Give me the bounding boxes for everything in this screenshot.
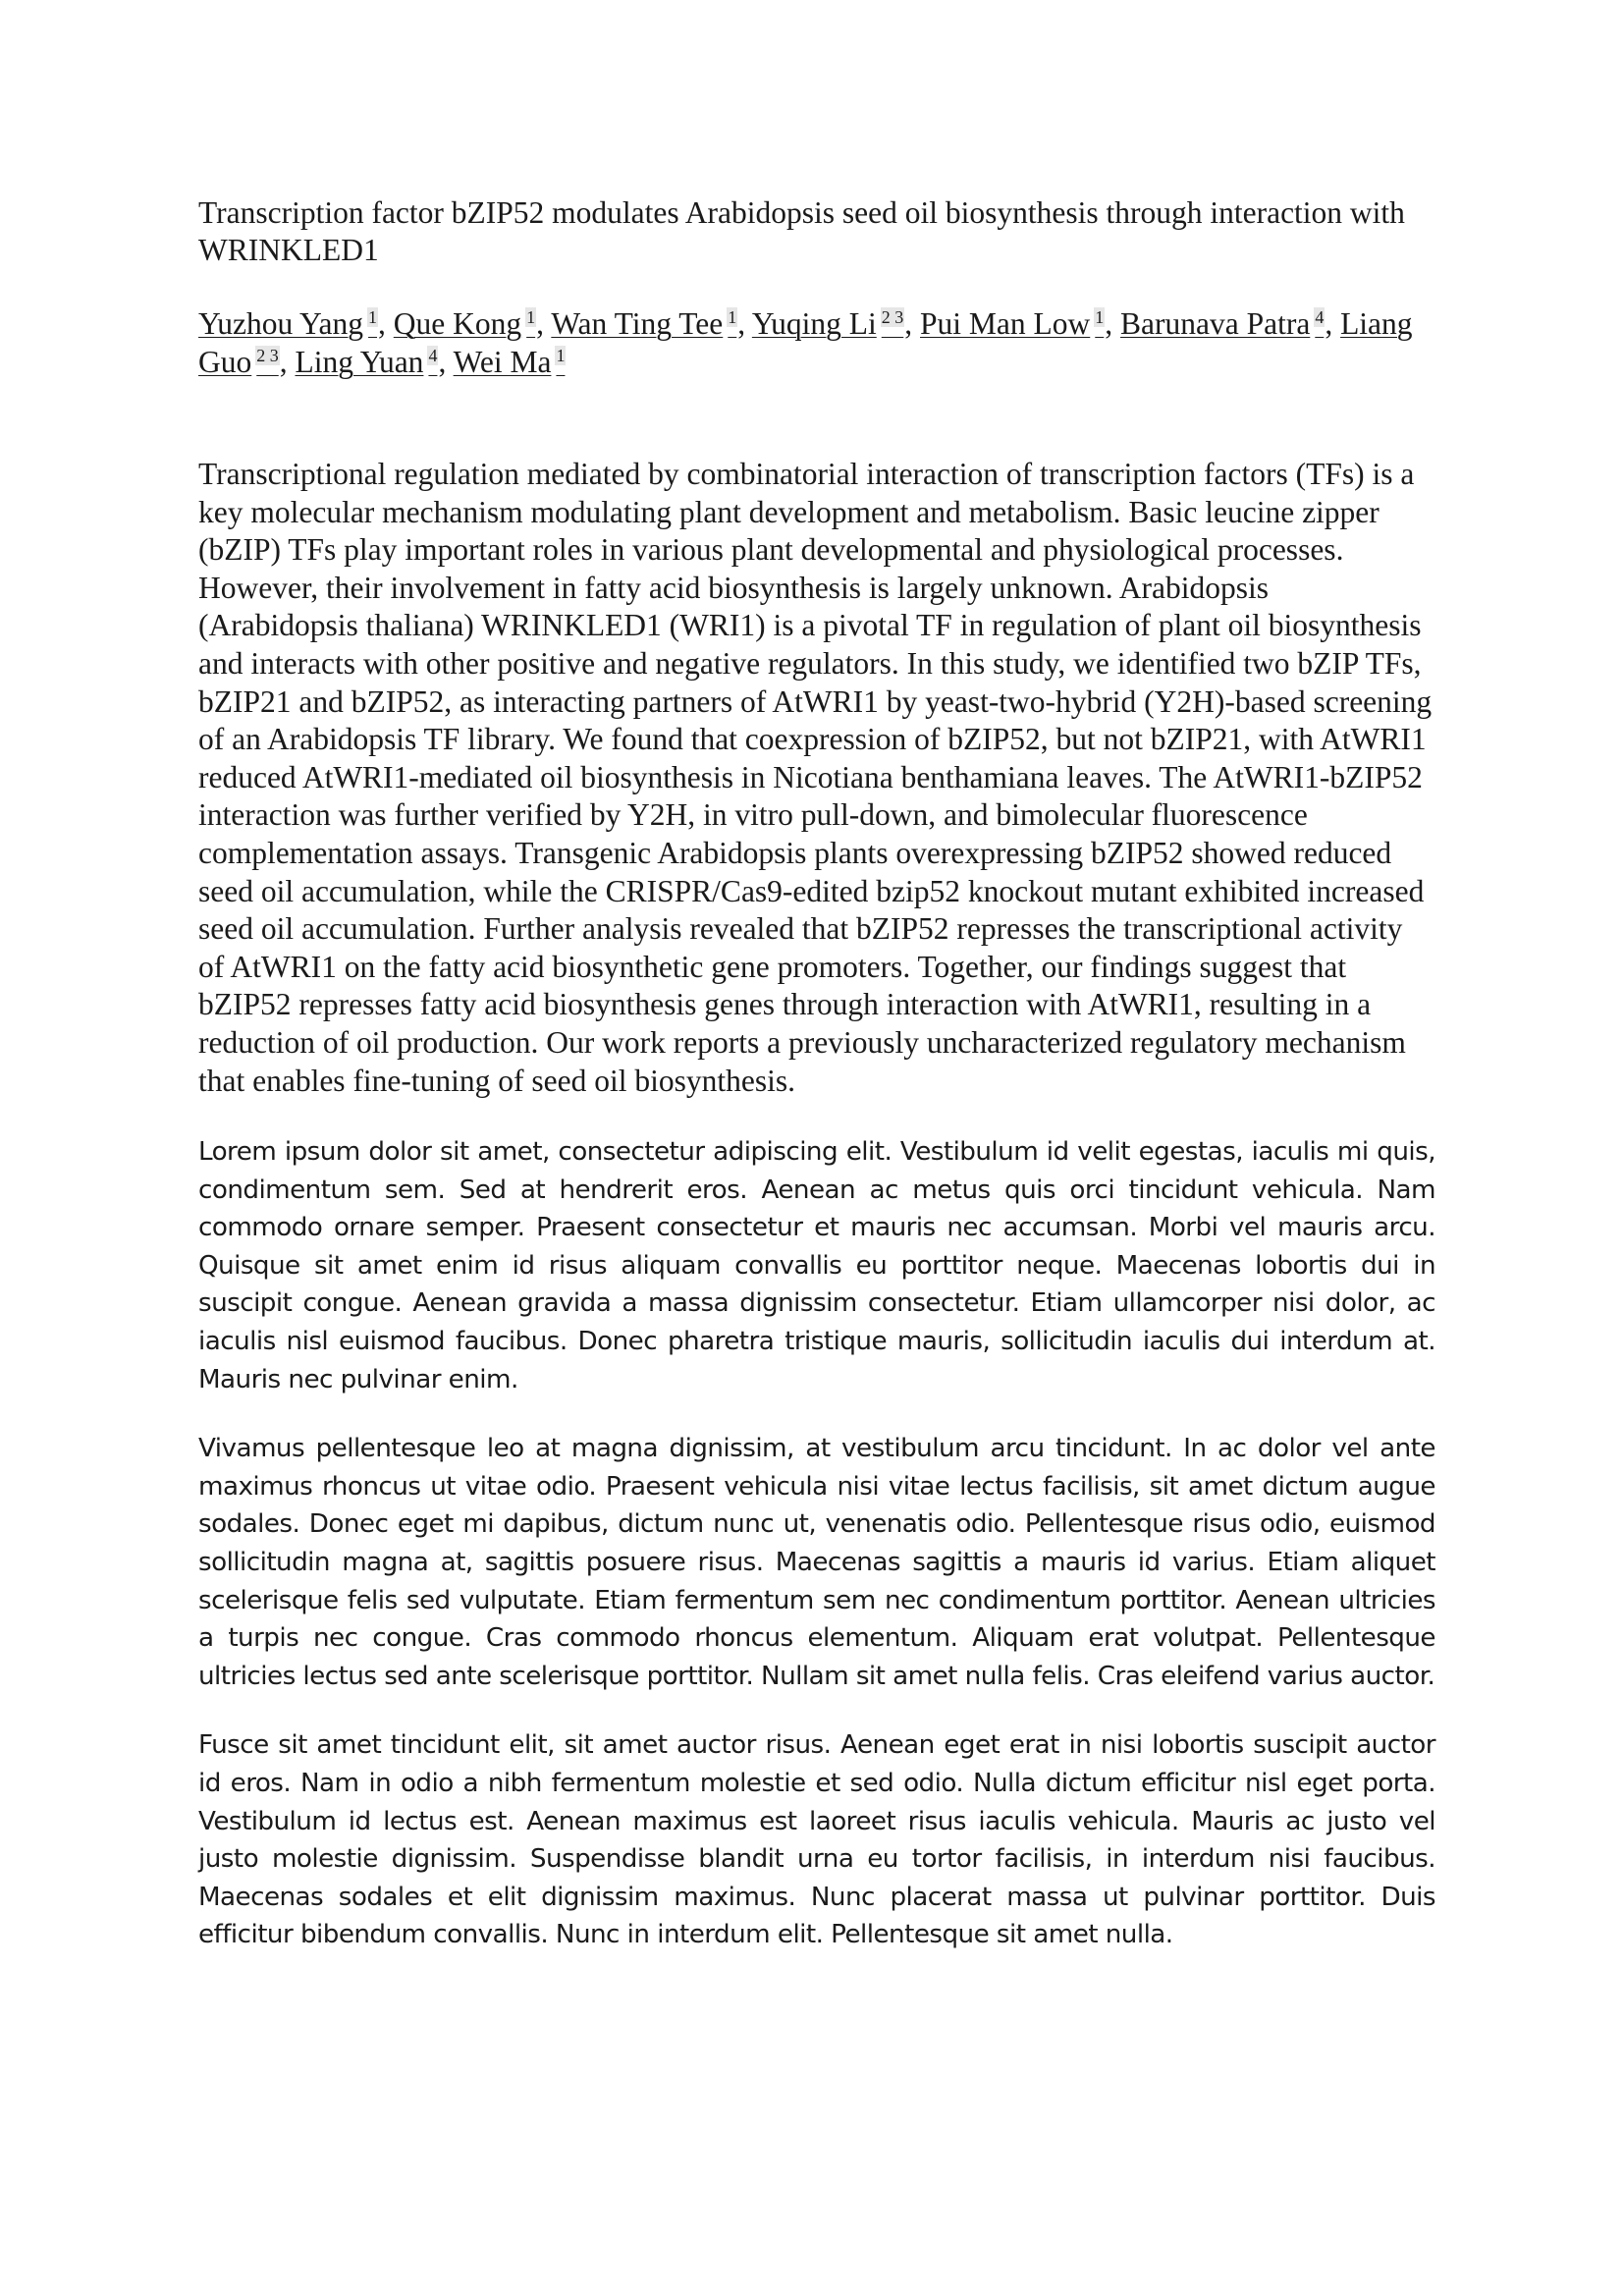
- paper-title: Transcription factor bZIP52 modulates Arabidopsis seed oil biosynthesis through interaction with WRINKLED1: [198, 195, 1405, 267]
- author-link[interactable]: [394, 306, 536, 341]
- body-paragraph-2: Vivamus pellentesque leo at magna dignissim, at vestibulum arcu tincidunt. In ac dolor vel ante maximus rhoncus ut vitae odio. Praesent vehicula nisi vitae lectus facilisis, sit amet dictum augue sodales. Donec eget mi dapibus, dictum nunc ut, venenatis odio. Pellentesque risus odio, euismod sollicitudin magna at, sagittis posuere risus. Maecenas sagittis a mauris id varius. Etiam aliquet scelerisque felis sed vulputate. Etiam fermentum sem nec condimentum porttitor. Aenean ultricies a turpis nec congue. Cras commodo rhoncus elementum. Aliquam erat volutpat. Pellentesque ultricies lectus sed ante scelerisque porttitor. Nullam sit amet nulla felis. Cras eleifend varius auctor.: [198, 1434, 1435, 1691]
- affiliation-marker[interactable]: 1: [1095, 306, 1105, 327]
- affiliation-marker[interactable]: 1: [526, 306, 536, 327]
- author-name: Que Kong: [393, 306, 522, 341]
- author-name: Barunava Patra: [1120, 306, 1311, 341]
- author-name: Wan Ting Tee: [551, 306, 724, 341]
- affiliation-marker[interactable]: 4: [1315, 306, 1325, 327]
- affiliation-marker[interactable]: 1: [728, 306, 737, 327]
- author-entry: [394, 306, 552, 341]
- author-link[interactable]: [454, 345, 567, 379]
- author-name: Ling Yuan: [295, 345, 424, 379]
- abstract-paragraph: Transcriptional regulation mediated by combinatorial interaction of transcription factors (TFs) is a key molecular mechanism modulating plant development and metabolism. Basic leucine zipper (bZIP) TFs play important roles in various plant developmental and physiological processes. However, their involvement in fatty acid biosynthesis is largely unknown. Arabidopsis (Arabidopsis thaliana) WRINKLED1 (WRI1) is a pivotal TF in regulation of plant oil biosynthesis and interacts with other positive and negative regulators. In this study, we identified two bZIP TFs, bZIP21 and bZIP52, as interacting partners of AtWRI1 by yeast-two-hybrid (Y2H)-based screening of an Arabidopsis TF library. We found that coexpression of bZIP52, but not bZIP21, with AtWRI1 reduced AtWRI1-mediated oil biosynthesis in Nicotiana benthamiana leaves. The AtWRI1-bZIP52 interaction was further verified by Y2H, in vitro pull-down, and bimolecular fluorescence complementation assays. Transgenic Arabidopsis plants overexpressing bZIP52 showed reduced seed oil accumulation, while the CRISPR/Cas9-edited bzip52 knockout mutant exhibited increased seed oil accumulation. Further analysis revealed that bZIP52 represses the transcriptional activity of AtWRI1 on the fatty acid biosynthetic gene promoters. Together, our findings suggest that bZIP52 represses fatty acid biosynthesis genes through interaction with AtWRI1, resulting in a reduction of oil production. Our work reports a previously uncharacterized regulatory mechanism that enables fine-tuning of seed oil biosynthesis.: [198, 457, 1433, 1098]
- body-paragraph-1: Lorem ipsum dolor sit amet, consectetur adipiscing elit. Vestibulum id velit egestas, iaculis mi quis, condimentum sem. Sed at hendrerit eros. Aenean ac metus quis orci tincidunt vehicula. Nam commodo ornare semper. Praesent consectetur et mauris nec accumsan. Morbi vel mauris arcu. Quisque sit amet enim id risus aliquam convallis eu porttitor neque. Maecenas lobortis dui in suscipit congue. Aenean gravida a massa dignissim consectetur. Etiam ullamcorper nisi dolor, ac iaculis nisl euismod faucibus. Donec pharetra tristique mauris, sollicitudin iaculis dui interdum at. Mauris nec pulvinar enim.: [198, 1137, 1435, 1394]
- author-name: Pui Man Low: [920, 306, 1091, 341]
- author-separator: ,: [1105, 306, 1121, 341]
- affiliation-marker[interactable]: 2 3: [881, 306, 904, 327]
- document-page: [198, 194, 1435, 1954]
- author-separator: ,: [1325, 306, 1341, 341]
- author-separator: ,: [904, 306, 921, 341]
- author-name: Yuzhou Yang: [198, 306, 364, 341]
- author-name: Yuqing Li: [751, 306, 877, 341]
- author-link[interactable]: [920, 306, 1105, 341]
- author-entry: [296, 345, 454, 379]
- author-separator: ,: [536, 306, 552, 341]
- author-entry: [454, 345, 567, 379]
- author-name: Wei Ma: [453, 345, 552, 379]
- author-entry: [198, 306, 394, 341]
- author-name: Liang Guo: [198, 306, 1413, 379]
- author-entry: [752, 306, 920, 341]
- author-link[interactable]: [198, 306, 378, 341]
- author-separator: ,: [737, 306, 752, 341]
- author-entry: [551, 306, 752, 341]
- author-link[interactable]: [752, 306, 904, 341]
- author-entry: [1120, 306, 1340, 341]
- affiliation-marker[interactable]: 2 3: [256, 345, 279, 365]
- author-link[interactable]: [296, 345, 439, 379]
- author-link[interactable]: [1120, 306, 1325, 341]
- affiliation-marker[interactable]: 1: [368, 306, 378, 327]
- author-separator: ,: [279, 345, 296, 379]
- author-entry: [920, 306, 1120, 341]
- affiliation-marker[interactable]: 4: [428, 345, 438, 365]
- author-list: [198, 304, 1435, 381]
- author-link[interactable]: [551, 306, 737, 341]
- author-separator: ,: [438, 345, 454, 379]
- author-separator: ,: [378, 306, 394, 341]
- affiliation-marker[interactable]: 1: [556, 345, 566, 365]
- body-paragraph-3: Fusce sit amet tincidunt elit, sit amet auctor risus. Aenean eget erat in nisi lobortis suscipit auctor id eros. Nam in odio a nibh fermentum molestie et sed odio. Nulla dictum efficitur nisl eget porta. Vestibulum id lectus est. Aenean maximus est laoreet risus iaculis vehicula. Mauris ac justo vel justo molestie dignissim. Suspendisse blandit urna eu tortor facilisis, in interdum nisi faucibus. Maecenas sodales et elit dignissim maximus. Nunc placerat massa ut pulvinar porttitor. Duis efficitur bibendum convallis. Nunc in interdum elit. Pellentesque sit amet nulla.: [198, 1730, 1435, 1950]
